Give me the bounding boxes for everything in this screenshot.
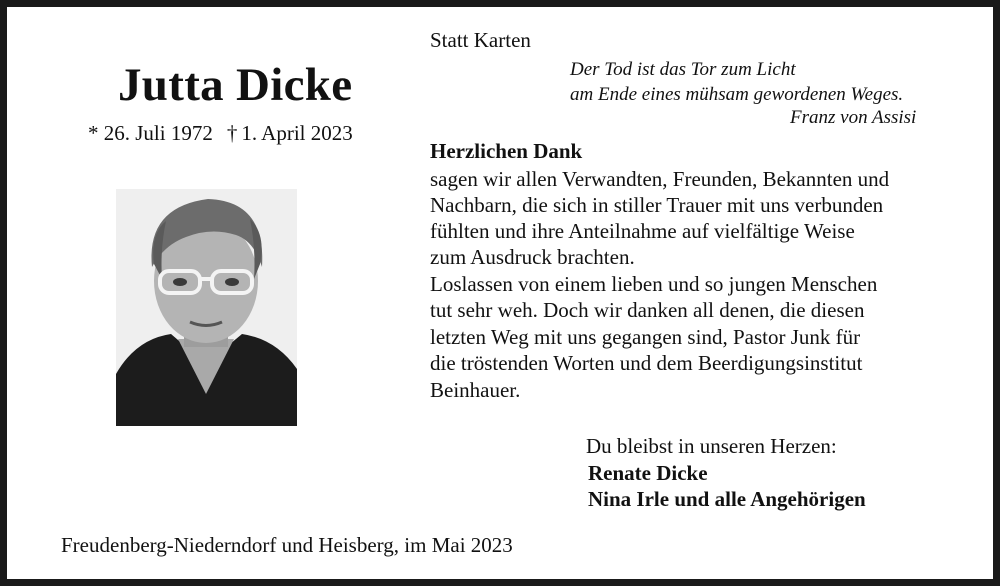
thanks-line: Loslassen von einem lieben und so jungen Menschen [430,272,878,296]
thanks-line: tut sehr weh. Doch wir danken all denen, die diesen [430,298,865,322]
thanks-line: Beinhauer. [430,378,521,402]
quote-author: Franz von Assisi [790,107,917,128]
quote-line-1: Der Tod ist das Tor zum Licht [570,59,796,80]
thanks-line: die tröstenden Worten und dem Beerdigungsinstitut [430,351,863,375]
birth-date: * 26. Juli 1972 [88,121,213,145]
thanks-line: letzten Weg mit uns gegangen sind, Pastor Junk für [430,325,861,349]
thanks-line: zum Ausdruck brachten. [430,245,635,269]
portrait-photo [116,189,297,426]
signatory: Renate Dicke [588,461,708,485]
thanks-title: Herzlichen Dank [430,139,583,163]
footer-place-date: Freudenberg-Niederndorf und Heisberg, im Mai 2023 [61,533,513,557]
death-date: 1. April 2023 [241,121,353,145]
thanks-line: sagen wir allen Verwandten, Freunden, Bekannten und [430,167,890,191]
cross-icon: † [226,121,238,145]
deceased-name: Jutta Dicke [118,59,353,111]
quote-line-2: am Ende eines mühsam gewordenen Weges. [570,84,904,105]
signatory: Nina Irle und alle Angehörigen [588,487,866,511]
header-statt-karten: Statt Karten [430,28,531,52]
life-dates [88,121,353,146]
thanks-line: fühlten und ihre Anteilnahme auf vielfältige Weise [430,219,855,243]
closing-line: Du bleibst in unseren Herzen: [586,434,837,458]
thanks-line: Nachbarn, die sich in stiller Trauer mit uns verbunden [430,193,884,217]
